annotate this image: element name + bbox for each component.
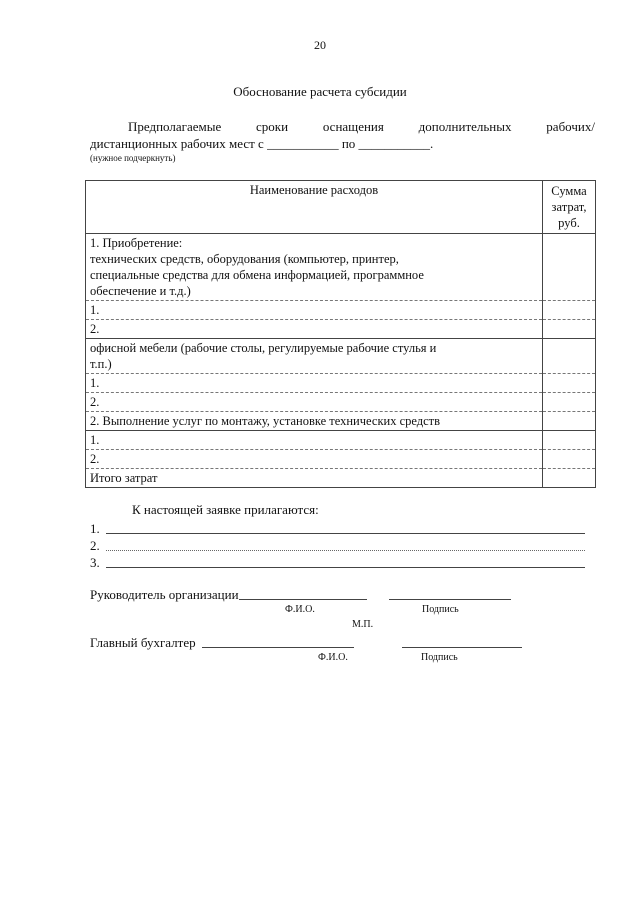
table-cell-sum — [543, 320, 596, 339]
table-header-row — [86, 181, 596, 234]
table-cell-name — [86, 234, 543, 301]
attachment-number: 3. — [90, 555, 100, 570]
table-row — [86, 469, 596, 488]
table-cell-name — [86, 339, 543, 374]
table-cell-sum — [543, 374, 596, 393]
attachment-line — [90, 520, 585, 537]
intro-text: по — [341, 136, 356, 151]
accountant-signature-row — [90, 634, 550, 651]
table-cell-name: 1. — [86, 374, 543, 393]
column-header-sum: Сумма затрат, руб. — [543, 181, 596, 234]
table-cell-name: 1. — [86, 431, 543, 450]
attachment-number: 1. — [90, 521, 100, 536]
intro-word: оснащения — [322, 119, 384, 134]
date-to-blank: ___________. — [358, 136, 434, 151]
head-signature-block — [90, 586, 550, 603]
attachment-line — [90, 537, 585, 554]
head-name-blank — [239, 599, 367, 600]
head-signature-blank — [389, 599, 511, 600]
table-row — [86, 234, 596, 301]
table-cell-name: 2. — [86, 320, 543, 339]
table-cell-sum — [543, 412, 596, 431]
intro-word: Предполагаемые — [128, 119, 222, 134]
cell-line: технических средств, оборудования (компьютер, принтер, — [90, 252, 399, 266]
table-cell-sum — [543, 339, 596, 374]
head-signature-row — [90, 586, 550, 603]
table-cell-name: 2. — [86, 450, 543, 469]
table-cell-sum — [543, 234, 596, 301]
head-fio-caption: Ф.И.О. — [285, 604, 315, 615]
date-from-blank: ___________ — [267, 136, 339, 151]
table-row — [86, 393, 596, 412]
cell-line: специальные средства для обмена информацией, программное — [90, 268, 424, 282]
cell-line: 1. Приобретение: — [90, 236, 183, 250]
table-row — [86, 431, 596, 450]
intro-text: дистанционных рабочих мест с — [90, 136, 264, 151]
accountant-fio-caption: Ф.И.О. — [318, 652, 348, 663]
table-cell-name: 1. — [86, 301, 543, 320]
attachment-blank-line — [106, 533, 585, 534]
intro-word: рабочих/ — [546, 119, 595, 134]
intro-paragraph — [90, 118, 595, 152]
intro-line-2 — [90, 135, 595, 152]
table-cell-sum — [543, 301, 596, 320]
attachments-heading: К настоящей заявке прилагаются: — [132, 502, 319, 517]
intro-word: сроки — [256, 119, 289, 134]
head-sign-caption: Подпись — [422, 604, 459, 615]
page-title: Обоснование расчета субсидии — [233, 84, 407, 99]
intro-word: дополнительных — [418, 119, 512, 134]
table-cell-sum — [543, 450, 596, 469]
stamp-place: М.П. — [352, 619, 374, 630]
attachment-number: 2. — [90, 538, 100, 553]
table-cell-name: Итого затрат — [86, 469, 543, 488]
head-label: Руководитель организации — [90, 587, 239, 602]
table-cell-name: 2. Выполнение услуг по монтажу, установке технических средств — [86, 412, 543, 431]
table-cell-sum — [543, 469, 596, 488]
underline-hint: (нужное подчеркнуть) — [90, 153, 176, 163]
table-cell-name: 2. — [86, 393, 543, 412]
intro-line-1 — [90, 118, 595, 135]
table-row — [86, 450, 596, 469]
accountant-signature-blank — [402, 647, 522, 648]
attachment-blank-line — [106, 567, 585, 568]
accountant-sign-caption: Подпись — [421, 652, 458, 663]
attachment-line — [90, 554, 585, 571]
accountant-label: Главный бухгалтер — [90, 635, 196, 650]
attachments-section — [90, 502, 585, 571]
accountant-signature-block — [90, 634, 550, 651]
table-row — [86, 339, 596, 374]
expenses-table — [85, 180, 596, 488]
table-row — [86, 320, 596, 339]
attachment-blank-line — [106, 550, 585, 551]
page-number: 20 — [314, 38, 326, 52]
table-row — [86, 374, 596, 393]
table-row — [86, 412, 596, 431]
cell-line: т.п.) — [90, 357, 112, 371]
table-cell-sum — [543, 431, 596, 450]
accountant-name-blank — [202, 647, 354, 648]
table-cell-sum — [543, 393, 596, 412]
cell-line: офисной мебели (рабочие столы, регулируемые рабочие стулья и — [90, 341, 437, 355]
table-row — [86, 301, 596, 320]
cell-line: обеспечение и т.д.) — [90, 284, 191, 298]
column-header-name: Наименование расходов — [86, 181, 543, 234]
